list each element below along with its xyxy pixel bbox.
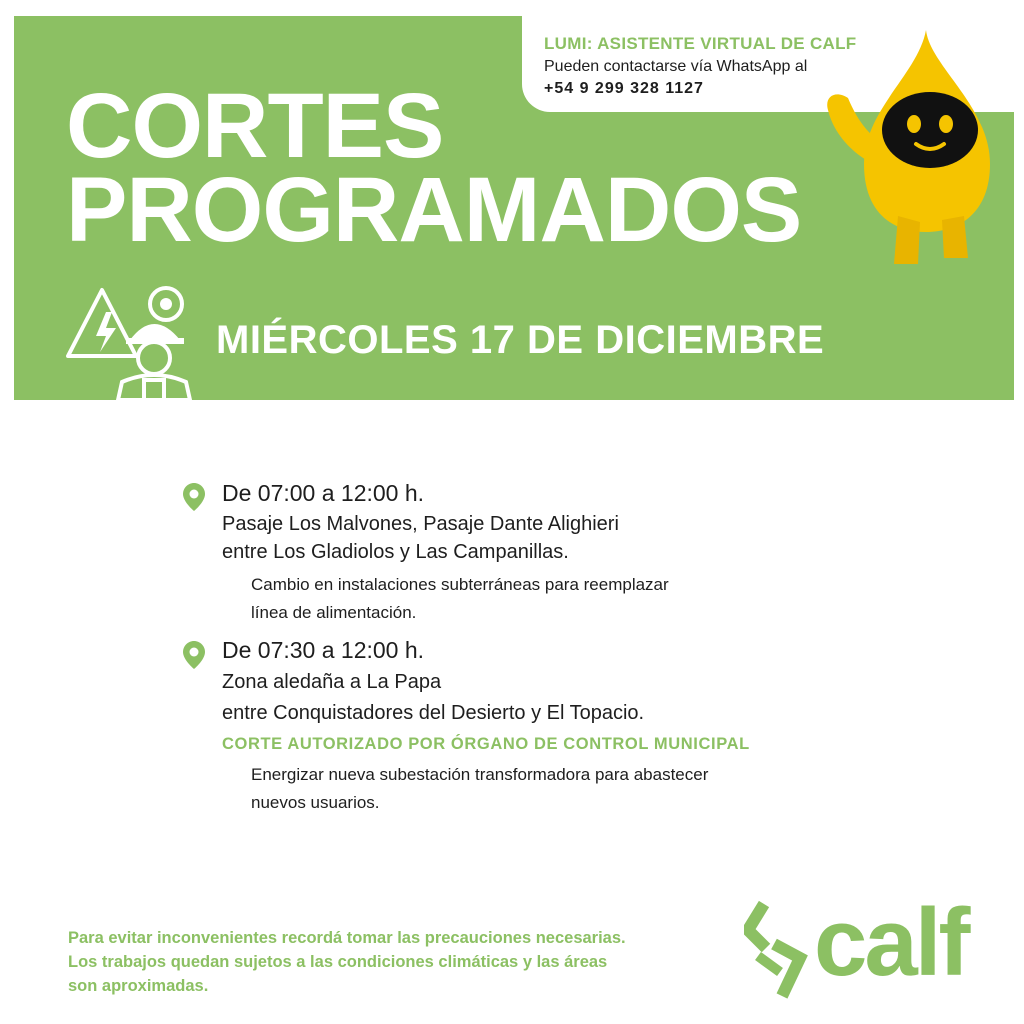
calf-logo-icon [744,900,810,1000]
outage-2-address-line-1: Zona aledaña a La Papa [222,671,442,693]
outage-1-note-line-1: Cambio en instalaciones subterráneas para reemplazar [251,575,669,594]
authorized-notice: CORTE AUTORIZADO POR ÓRGANO DE CONTROL MUNICIPAL [222,735,750,753]
location-pin-icon [182,640,206,670]
schedule-date: MIÉRCOLES 17 DE DICIEMBRE [216,318,825,362]
lumi-mascot-icon [818,26,998,278]
assistant-text: Pueden contactarse vía WhatsApp al [544,58,808,75]
footer-disclaimer [68,926,626,998]
outage-1-note-line-2: línea de alimentación. [251,603,417,622]
outage-2-note-line-1: Energizar nueva subestación transformadora para abastecer [251,765,709,784]
title-line-2: PROGRAMADOS [66,159,802,261]
footer-line-1: Para evitar inconvenientes recordá tomar las precauciones necesarias. [68,929,626,947]
outage-2-address-line-2: entre Conquistadores del Desierto y El Topacio. [222,702,645,724]
assistant-phone[interactable]: +54 9 299 328 1127 [544,80,704,97]
outage-2-note-line-2: nuevos usuarios. [251,793,380,812]
outage-1-time: De 07:00 a 12:00 h. [222,480,425,506]
location-pin-icon [182,482,206,512]
assistant-title: LUMI: ASISTENTE VIRTUAL DE CALF [544,34,857,53]
footer-line-3: son aproximadas. [68,977,209,995]
outage-1-address-line-2: entre Los Gladiolos y Las Campanillas. [222,541,569,563]
outage-1-address-line-1: Pasaje Los Malvones, Pasaje Dante Alighieri [222,513,619,535]
footer-line-2: Los trabajos quedan sujetos a las condiciones climáticas y las áreas [68,953,608,971]
title-line-1: CORTES [66,75,444,177]
outage-2-time: De 07:30 a 12:00 h. [222,637,425,663]
calf-logo-text: calf [814,889,968,996]
worker-electric-icon [66,282,196,402]
